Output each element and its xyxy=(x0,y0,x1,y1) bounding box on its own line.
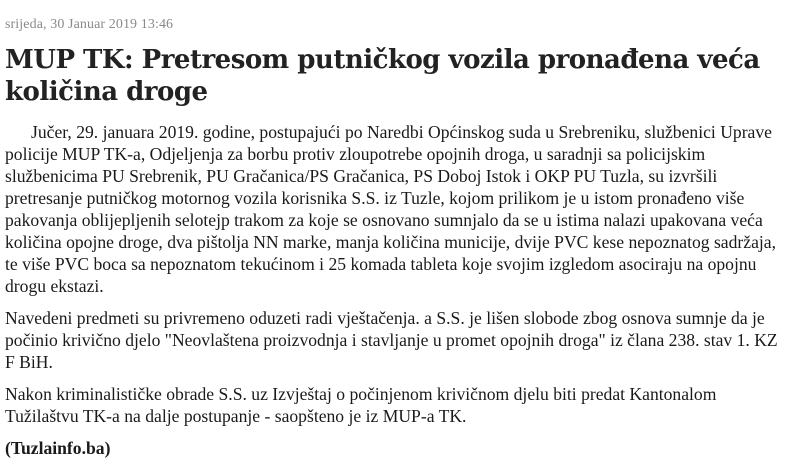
article-paragraph-3: Nakon kriminalističke obrade S.S. uz Izvještaj o počinjenom krivičnom djelu biti predat Kantonalom Tužilaštvu TK-a na dalje postupanje - saopšteno je iz MUP-a TK. xyxy=(5,384,717,426)
article-body xyxy=(5,121,790,469)
article-source: (Tuzlainfo.ba) xyxy=(5,438,111,458)
article-dateline: srijeda, 30 Januar 2019 13:46 xyxy=(5,17,174,32)
article-paragraph-1: Jučer, 29. januara 2019. godine, postupajući po Naredbi Općinskog suda u Srebreniku, službenici Uprave policije MUP TK-a, Odjeljenja za borbu protiv zloupotrebe opojnih droga, u saradnji sa policijskim službenicima PU Srebrenik, PU Gračanica/PS Gračanica, PS Doboj Istok i OKP PU Tuzla, su izvršili pretresanje putničkog motornog vozila korisnika S.S. iz Tuzle, kojom prilikom je u istom pronađeno više pakovanja oblijepljenih selotejp trakom za koje se osnovano sumnjalo da se u istima nalazi upakovana veća količina opojne droge, dva pištolja NN marke, manja količina municije, dvije PVC kese nepoznatog sadržaja, te više PVC boca sa nepoznatom tekućinom i 25 komada tableta koje svojim izgledom asociraju na opojnu drogu ekstazi. xyxy=(5,122,776,296)
article-title: MUP TK: Pretresom putničkog vozila pronađena veća količina droge xyxy=(5,45,760,107)
article-paragraph-2: Navedeni predmeti su privremeno oduzeti radi vještačenja. a S.S. je lišen slobode zbog osnova sumnje da je počinio krivično djelo "Neovlaštena proizvodnja i stavljanje u promet opojnih droga" iz člana 238. stav 1. KZ F BiH. xyxy=(5,308,778,372)
